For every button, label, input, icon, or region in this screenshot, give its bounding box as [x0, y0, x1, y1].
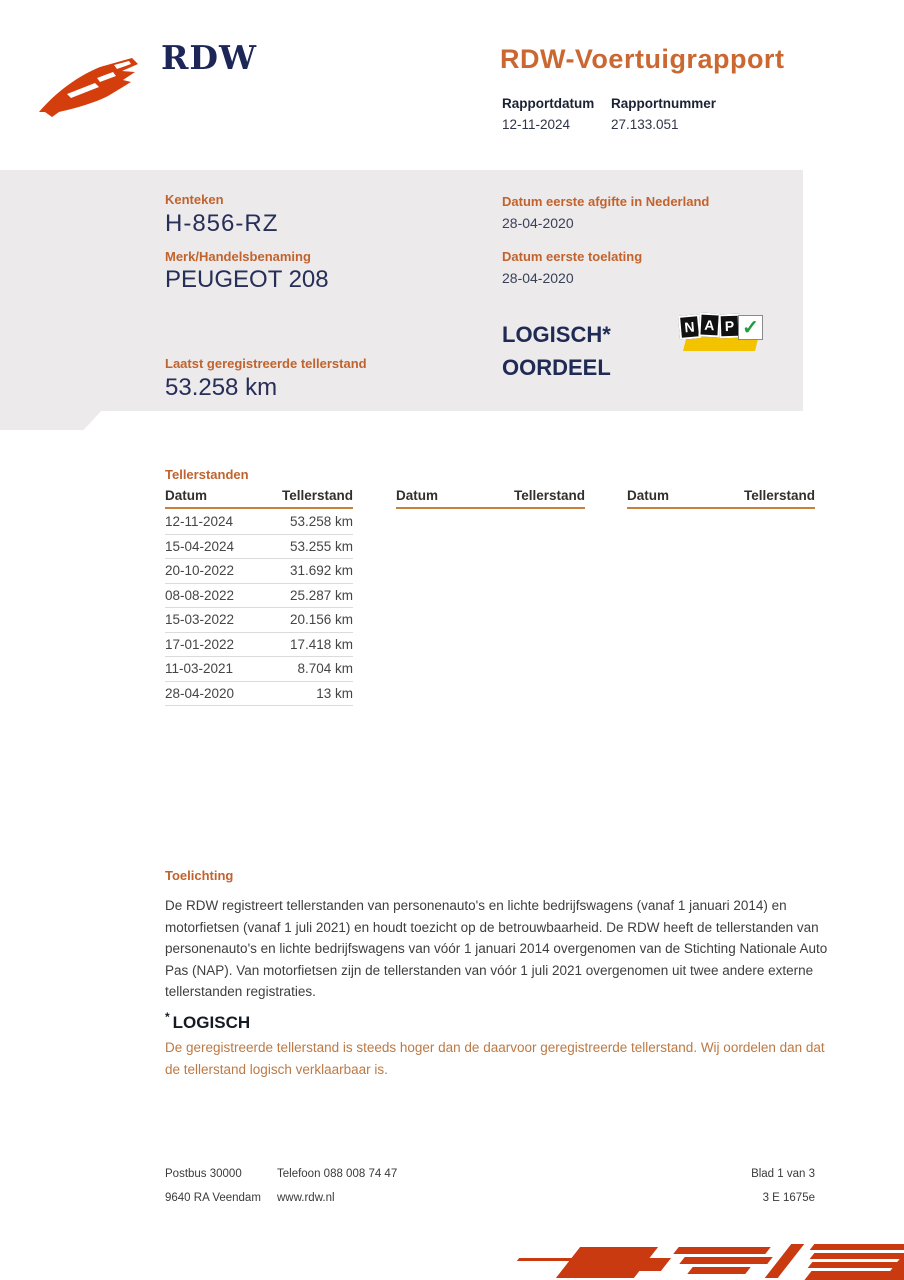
footer-postbus: Postbus 30000	[165, 1168, 242, 1180]
row-datum: 08-08-2022	[165, 587, 235, 603]
tellerstanden-section-title: Tellerstanden	[165, 467, 249, 482]
col-tellerstand-header: Tellerstand	[281, 488, 353, 503]
row-tellerstand: 31.692 km	[289, 563, 353, 579]
laatste-tellerstand-value: 53.258 km	[165, 374, 278, 401]
rdw-wing-logo-icon	[34, 46, 154, 120]
table-row	[165, 535, 353, 560]
row-tellerstand: 20.156 km	[289, 612, 353, 628]
table-row	[165, 584, 353, 609]
nap-letter-n: N	[678, 314, 701, 340]
meter-readings-table	[165, 488, 816, 706]
footer-page-number: Blad 1 van 3	[751, 1168, 815, 1180]
meter-table-group-2	[396, 488, 585, 706]
logisch-heading	[165, 1010, 250, 1033]
report-date-value: 12-11-2024	[502, 117, 571, 132]
report-meta	[502, 96, 716, 132]
row-datum: 12-11-2024	[165, 514, 234, 530]
row-datum: 17-01-2022	[165, 636, 235, 652]
row-tellerstand: 53.255 km	[289, 538, 353, 554]
row-tellerstand: 17.418 km	[289, 636, 353, 652]
meter-rows	[165, 510, 353, 706]
footer-website: www.rdw.nl	[277, 1192, 335, 1204]
meter-table-group-3	[627, 488, 815, 706]
row-datum: 15-04-2024	[165, 538, 235, 554]
nap-logo	[678, 312, 764, 356]
col-tellerstand-header: Tellerstand	[743, 488, 815, 503]
table-row	[165, 559, 353, 584]
table-row	[165, 633, 353, 658]
row-tellerstand: 53.258 km	[289, 514, 353, 530]
merk-label: Merk/Handelsbenaming	[165, 249, 311, 264]
kenteken-label: Kenteken	[165, 192, 224, 207]
row-datum: 15-03-2022	[165, 612, 235, 628]
row-tellerstand: 8.704 km	[297, 661, 353, 677]
footer-form-code: 3 E 1675e	[762, 1192, 815, 1204]
logisch-explanation-text: De geregistreerde tellerstand is steeds hoger dan de daarvoor geregistreerde tellerstand. Wij oordelen dan dat de tellerstand logisch verklaarbaar is.	[165, 1040, 825, 1077]
table-row	[165, 510, 353, 535]
row-datum: 11-03-2021	[165, 661, 234, 677]
col-datum-header: Datum	[627, 488, 670, 503]
logisch-asterisk: *	[165, 1010, 170, 1024]
datum-eerste-toelating-label: Datum eerste toelating	[502, 249, 643, 264]
rdw-wordmark: RDW	[161, 38, 258, 77]
document-title: RDW-Voertuigrapport	[500, 44, 785, 74]
oordeel-line1: LOGISCH*	[502, 322, 611, 347]
rdw-speed-stripes-graphic	[516, 1242, 904, 1280]
datum-eerste-afgifte-label: Datum eerste afgifte in Nederland	[502, 194, 710, 209]
toelichting-section-title: Toelichting	[165, 868, 234, 883]
oordeel-verdict	[502, 318, 611, 384]
col-tellerstand-header: Tellerstand	[513, 488, 585, 503]
col-datum-header: Datum	[396, 488, 439, 503]
datum-eerste-toelating-value: 28-04-2020	[502, 270, 574, 286]
report-date-block	[502, 96, 611, 132]
table-row	[165, 608, 353, 633]
oordeel-line2: OORDEEL	[502, 355, 611, 380]
row-datum: 20-10-2022	[165, 563, 235, 579]
report-date-label: Rapportdatum	[502, 96, 595, 111]
page-footer	[0, 1168, 904, 1222]
vehicle-summary-panel	[0, 170, 803, 430]
meter-table-group-1	[165, 488, 353, 706]
row-tellerstand: 13 km	[316, 685, 353, 701]
nap-checkmark-icon: ✓	[738, 315, 763, 340]
laatste-tellerstand-label: Laatst geregistreerde tellerstand	[165, 356, 367, 371]
nap-letter-a: A	[698, 312, 720, 337]
logisch-heading-text: LOGISCH	[172, 1013, 251, 1032]
report-number-value: 27.133.051	[611, 117, 679, 132]
table-row	[165, 657, 353, 682]
report-number-label: Rapportnummer	[611, 96, 717, 111]
row-tellerstand: 25.287 km	[289, 587, 353, 603]
row-datum: 28-04-2020	[165, 685, 235, 701]
col-datum-header: Datum	[165, 488, 208, 503]
toelichting-body-text: De RDW registreert tellerstanden van personenauto's en lichte bedrijfswagens (vanaf 1 januari 2014) en motorfietsen (vanaf 1 juli 2021) en houdt toezicht op de betrouwbaarheid. De RDW heeft de tellerstanden van personenauto's en lichte bedrijfswagens van vóór 1 januari 2014 overgenomen van de Stichting Nationale Auto Pas (NAP). Van motorfietsen zijn de tellerstanden van vóór 1 juli 2021 overgenomen uit twee andere externe tellerstanden registraties.	[165, 898, 828, 999]
meter-table-headers	[165, 488, 816, 706]
footer-phone: Telefoon 088 008 74 47	[277, 1168, 398, 1180]
datum-eerste-afgifte-value: 28-04-2020	[502, 215, 574, 231]
nap-letter-p: P	[719, 314, 741, 339]
kenteken-value: H-856-RZ	[165, 210, 279, 237]
footer-city: 9640 RA Veendam	[165, 1192, 261, 1204]
merk-value: PEUGEOT 208	[165, 266, 329, 293]
table-row	[165, 682, 353, 707]
report-number-block	[611, 96, 716, 132]
